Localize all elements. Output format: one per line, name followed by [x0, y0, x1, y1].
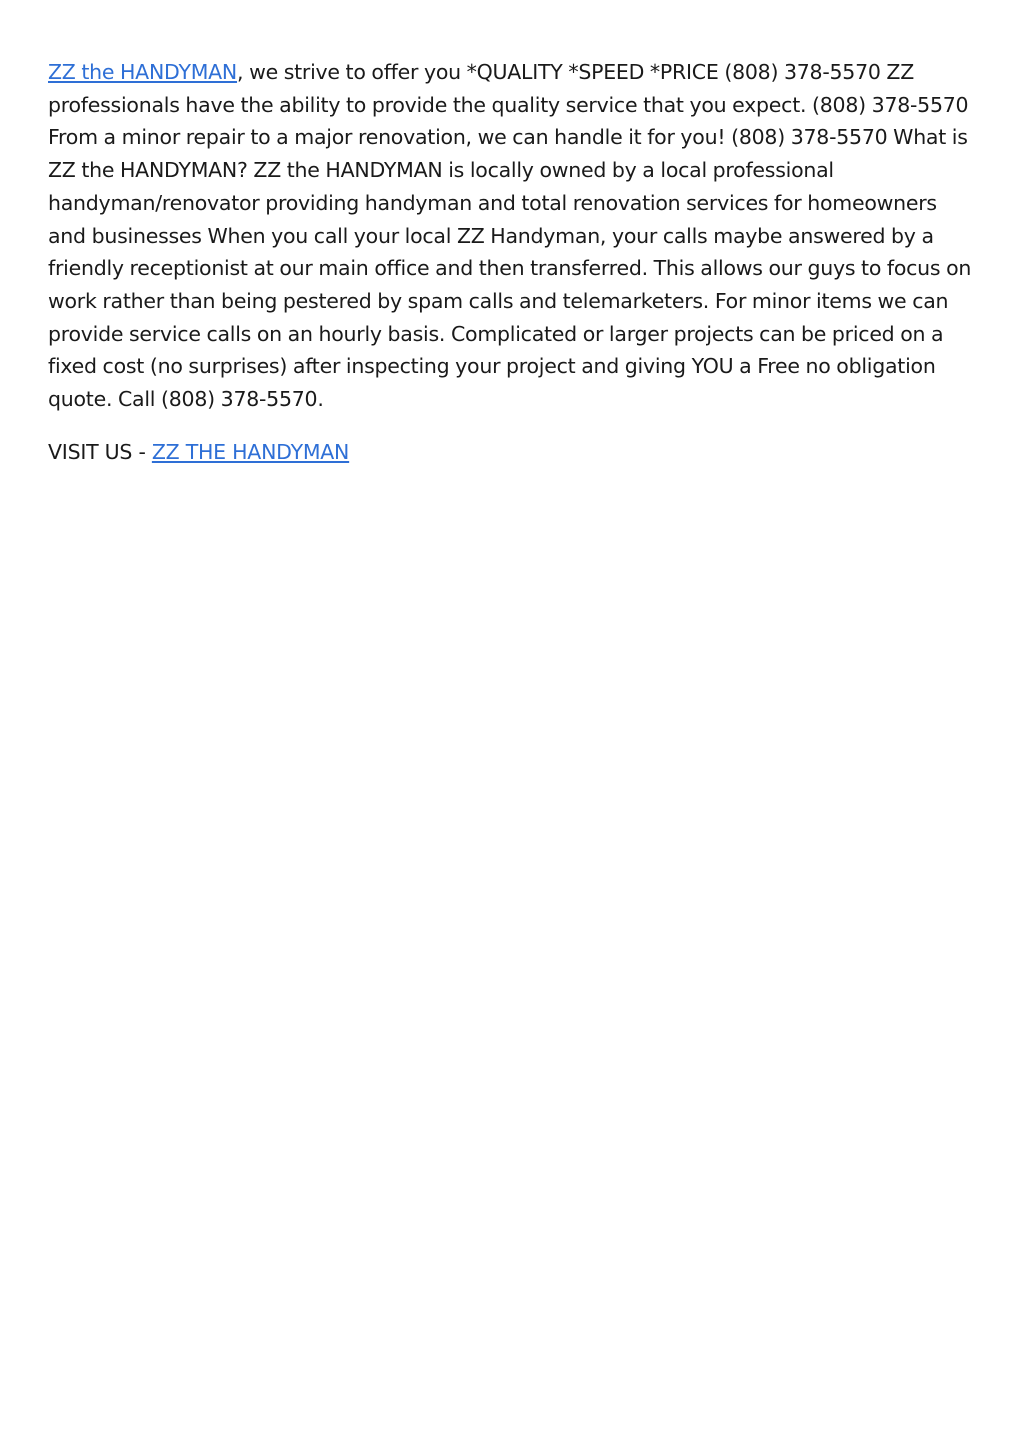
visit-handyman-link[interactable]: ZZ THE HANDYMAN	[151, 439, 350, 464]
visit-label: VISIT US -	[48, 439, 152, 464]
intro-paragraph	[48, 56, 978, 416]
visit-line	[48, 436, 978, 469]
document-page	[48, 56, 978, 468]
intro-handyman-link[interactable]: ZZ the HANDYMAN	[48, 60, 238, 84]
intro-body-text: , we strive to offer you *QUALITY *SPEED *PRICE (808) 378-5570 ZZ professionals have the ability to provide the quality service that you expect. (808) 378-5570 From a minor repair to a major renovation, we can handle it for you! (808) 378-5570 What is ZZ the HANDYMAN? ZZ the HANDYMAN is locally owned by a local professional handyman/renovator providing handyman and total renovation services for homeowners and businesses When you call your local ZZ Handyman, your calls maybe answered by a friendly receptionist at our main office and then transferred. This allows our guys to focus on work rather than being pestered by spam calls and telemarketers. For minor items we can provide service calls on an hourly basis. Complicated or larger projects can be priced on a fixed cost (no surprises) after inspecting your project and giving YOU a Free no obligation quote. Call (808) 378-5570.	[48, 60, 972, 412]
